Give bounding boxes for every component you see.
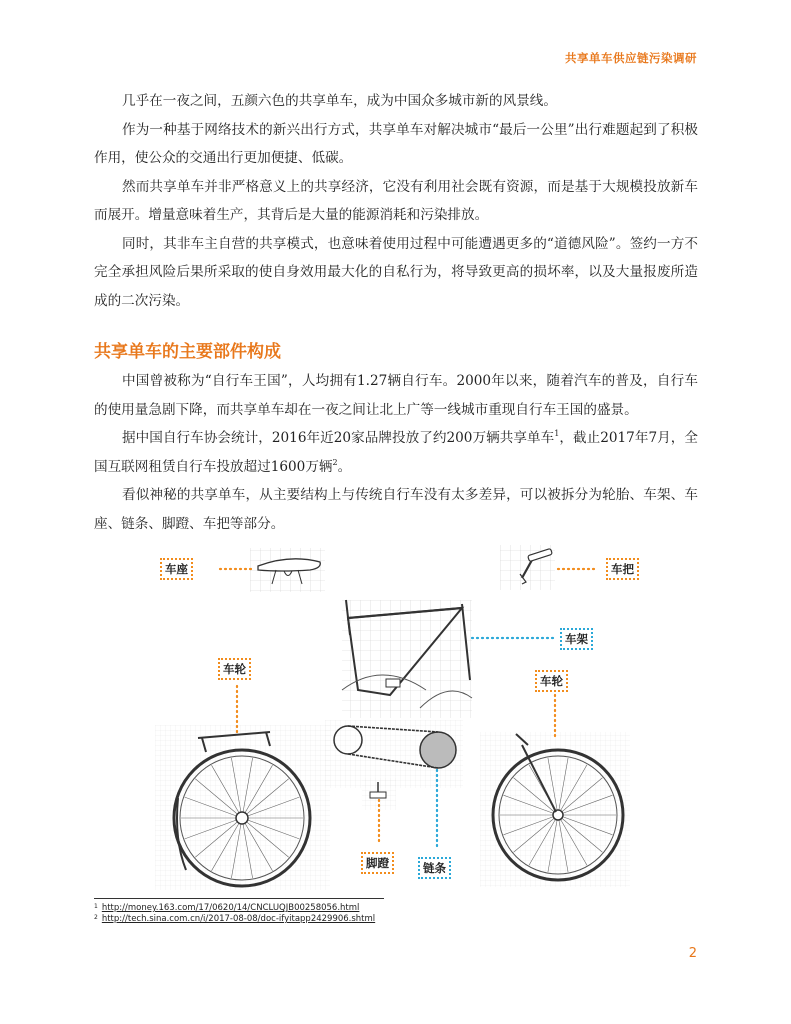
label-front-wheel: 车轮 [535, 670, 568, 692]
section-paragraph-3: 看似神秘的共享单车，从主要结构上与传统自行车没有太多差异，可以被拆分为轮胎、车架、车座、链条、脚蹬、车把等部分。 [94, 487, 698, 532]
intro-text [94, 87, 698, 315]
footnote-ref-2[interactable]: 2 [332, 457, 338, 467]
intro-paragraph-4: 同时，其非车主自营的共享模式，也意味着使用过程中可能遭遇更多的“道德风险”。签约一方不完全承担风险后果所采取的使自身效用最大化的自私行为，将导致更高的损坏率，以及大量报废所造成的二次污染。 [94, 235, 698, 309]
label-saddle: 车座 [160, 558, 193, 580]
label-chain: 链条 [418, 857, 451, 879]
footnote-ref-1[interactable]: 1 [554, 429, 560, 438]
label-pedal: 脚蹬 [361, 852, 394, 874]
frame-drawing [342, 600, 472, 718]
rear-wheel-drawing [155, 725, 330, 890]
intro-paragraph-2: 作为一种基于网络技术的新兴出行方式，共享单车对解决城市“最后一公里”出行难题起到了积极作用，使公众的交通出行更加便捷、低碳。 [94, 121, 698, 166]
footnote-mark: 1 [94, 903, 98, 910]
label-rear-wheel: 车轮 [218, 658, 251, 680]
page-number: 2 [688, 946, 697, 961]
footnote-mark: 2 [94, 914, 98, 921]
section-paragraph-2 [94, 424, 698, 481]
front-wheel-drawing [480, 732, 630, 887]
footnote-link[interactable]: http://tech.sina.com.cn/i/2017-08-08/doc-ifyitapp2429906.shtml [101, 914, 376, 924]
intro-paragraph-3: 然而共享单车并非严格意义上的共享经济，它没有利用社会既有资源，而是基于大规模投放新车而展开。增量意味着生产，其背后是大量的能源消耗和污染排放。 [94, 178, 698, 223]
footnote-link[interactable]: http://money.163.com/17/0620/14/CNCLUQJB00258056.html [101, 903, 360, 913]
section-heading: 共享单车的主要部件构成 [94, 342, 281, 362]
bicycle-parts-illustration [150, 540, 650, 890]
section-paragraph-1: 中国曾被称为“自行车王国”，人均拥有1.27辆自行车。2000年以来，随着汽车的普及，自行车的使用量急剧下降，而共享单车却在一夜之间让北上广等一线城市重现自行车王国的盛景。 [94, 373, 698, 418]
handlebar-drawing [500, 545, 555, 590]
intro-paragraph-1: 几乎在一夜之间，五颜六色的共享单车，成为中国众多城市新的风景线。 [122, 93, 557, 109]
chain-drawing [325, 720, 463, 788]
label-handlebar: 车把 [606, 558, 639, 580]
footnotes [94, 903, 594, 925]
section-text [94, 367, 698, 538]
section-paragraph-2-part-2: ，截止2017年7月，全国互联网租赁自行车投放超过1600万辆 [94, 430, 699, 475]
footnote-2 [94, 914, 594, 925]
running-header: 共享单车供应链污染调研 [565, 51, 697, 65]
footnote-1 [94, 903, 594, 914]
label-frame: 车架 [560, 628, 593, 650]
footnote-divider [94, 898, 384, 899]
bicycle-parts-figure [150, 540, 650, 890]
saddle-drawing [250, 548, 325, 592]
section-paragraph-2-part-1: 据中国自行车协会统计，2016年近20家品牌投放了约200万辆共享单车 [122, 430, 555, 446]
section-paragraph-2-part-3: 。 [337, 458, 352, 475]
